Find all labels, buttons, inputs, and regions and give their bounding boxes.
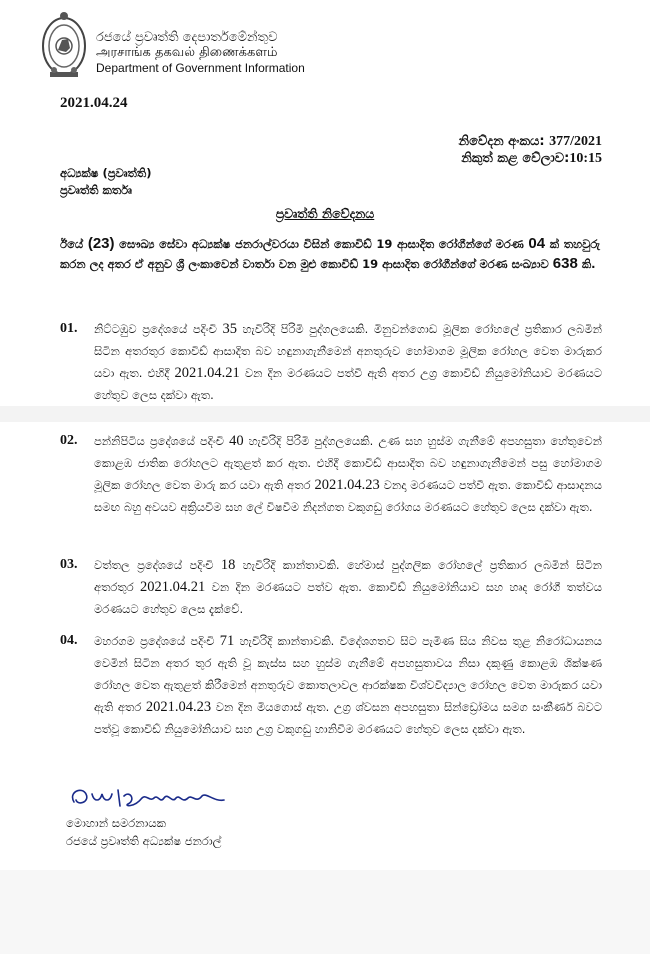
issue-time-value: 10:15: [569, 151, 602, 166]
signatory-name: මොහාන් සමරනායක: [66, 816, 166, 830]
release-number-label: නිවේදන අංකය:: [458, 134, 545, 149]
signatory-title: රජයේ ප්‍රවෘත්ති අධ්‍යක්ෂ ජනරාල්: [66, 834, 222, 848]
intro-text-3: ක් තහවුරු කරන ලද අතර ඒ අනුව ශ්‍රී ලංකාවෙන් වාර්තා වන මුළු කොවිඩ් 19 ආසාදිත රෝගීන්ගේ මරණ සංඛ්‍යාව: [60, 237, 600, 271]
item-text: නිට්ටඹුව ප්‍රදේශයේ පදිංචි: [94, 322, 217, 336]
item-text: වන දින මරණයට පත්වී ඇති අතර උග්‍ර කොවිඩ් නියුමෝනියාව මරණයට හේතුව ලෙස දක්වා ඇත.: [94, 366, 603, 402]
page-bottom-margin: [0, 870, 650, 954]
intro-text-1: ඊයේ: [60, 237, 84, 251]
intro-date-number: (23): [87, 235, 115, 252]
addressee-director: අධ්‍යක්ෂ (ප්‍රවෘත්ති): [60, 166, 152, 180]
item-number: 01.: [60, 321, 78, 336]
item-text: මහරගම ප්‍රදේශයේ පදිංචි: [94, 634, 215, 648]
issue-time: [461, 151, 602, 167]
intro-text-2: සෞඛ්‍ය සේවා අධ්‍යක්ෂ ජනරාල්වරයා විසින් කොවිඩ් 19 ආසාදිත රෝගීන්ගේ මරණ: [119, 237, 524, 251]
intro-text-4: කි.: [581, 257, 596, 271]
item-text: හැවිරිදි පිරිමි පුද්ගලයෙකි. මිනුවන්ගොඩ මූලික රෝහලේ ප්‍රතිකාර ලබමින් සිටින අතරතුර කොවිඩ් ආසාදිත බව හඳුනාගැනීමෙන් අනතුරුව හෝමාගම මූලික රෝහල වෙත මාරුකර යවා ඇත. එහිදී: [94, 322, 602, 380]
department-name-sinhala: රජයේ ප්‍රවෘත්ති දෙපාර්තමේන්තුව: [96, 30, 278, 45]
item-number: 02.: [60, 433, 78, 448]
page-break: [0, 406, 650, 422]
list-item: [60, 318, 602, 406]
item-date: 2021.04.23: [314, 477, 380, 493]
list-item: [60, 630, 602, 740]
signature-icon: [64, 780, 244, 816]
item-text: වත්තල ප්‍රදේශයේ පදිංචි: [94, 558, 214, 572]
item-age: 18: [220, 557, 236, 573]
item-text: හැවිරිදි පිරිමි පුද්ගලයෙකි. උණ සහ හුස්ම ගැනීමේ අපහසුතා හේතුවෙන් කොළඹ ජාතික රෝහලට ඇතුළත් කර ඇත. එහිදී කොවිඩ් ආසාදිත බව හඳුනාගැනීමෙන් පසු හෝමාගම මූලික රෝහල වෙත මාරු කර යවා ඇති අතර: [94, 434, 603, 492]
issue-time-label: නිකුත් කළ වේලාව:: [461, 151, 570, 166]
item-text: වන දින මියගොස් ඇත. උග්‍ර ශ්වසන අපහසුතා සින්ඩ්‍රෝමය සමග සංකීර්ණ බවට පත්වූ කොවිඩ් නියුමෝනියාව සහ උග්‍ර වකුගඩු හානිවීම මරණයට හේතුව ලෙස දක්වා ඇත.: [94, 700, 603, 736]
item-text: වන දින මරණයට පත්ව ඇත. කොවිඩ් නියුමෝනියාව සහ හෘද රෝගී තත්වය මරණයට හේතුව ලෙස දැක්වේ.: [94, 580, 602, 616]
department-name-english: Department of Government Information: [96, 61, 305, 75]
department-name-tamil: அரசாங்க தகவல் திணைக்களம்: [96, 45, 278, 60]
item-age: 35: [222, 321, 237, 337]
item-number: 03.: [60, 557, 78, 572]
item-text: වනදා මරණයට පත්වී ඇත. කොවිඩ් ආසාදනය සමඟ බහු අවයව අක්‍රියවීම සහ ලේ විෂවීම නිදන්ගත වකුගඩු රෝගය මරණයට හේතුව ලෙස දක්වා ඇත.: [94, 478, 603, 514]
release-date: 2021.04.24: [60, 95, 128, 111]
item-date: 2021.04.21: [139, 579, 206, 595]
list-item: [60, 554, 602, 620]
intro-total-deaths: 638: [552, 255, 578, 272]
list-item: [60, 430, 602, 518]
intro-death-count: 04: [528, 235, 546, 252]
sri-lanka-emblem-icon: [40, 8, 88, 80]
item-text: පන්නිපිටිය ප්‍රදේශයේ පදිංචි: [94, 434, 225, 448]
document-heading: ප්‍රවෘත්ති නිවේදනය: [275, 206, 375, 221]
addressee-editor: ප්‍රවෘත්ති කර්තෘ: [60, 183, 132, 197]
intro-paragraph: [60, 234, 600, 274]
item-date: 2021.04.23: [145, 699, 212, 715]
item-age: 40: [229, 433, 244, 449]
release-number: [459, 134, 602, 150]
release-number-value: 377/2021: [549, 134, 602, 149]
item-text: හැවිරිදි කාන්තාවකි. හේමාස් පුද්ගලික රෝහලේ ප්‍රතිකාර ලබමින් සිටින අතරතුර: [94, 558, 603, 594]
item-text: හැවිරිදි කාන්තාවකි. විදේශගතව සිට පැමිණ සිය නිවස තුළ නිරෝධායනය වෙමින් සිටින අතර තුර ඇති වූ කැස්ස සහ හුස්ම ගැනීමේ අපහසුතාවය නිසා දකුණු කොළඹ ශික්ෂණ රෝහල වෙත ඇතුළත් කිරීමෙන් අනතුරුව කොතලාවල ආරක්ෂක විශ්වවිද්‍යාල රෝහල වෙත මාරුකර යවා ඇති අතර: [94, 634, 603, 714]
item-date: 2021.04.21: [174, 365, 240, 381]
item-number: 04.: [60, 633, 78, 648]
item-age: 71: [219, 633, 235, 649]
